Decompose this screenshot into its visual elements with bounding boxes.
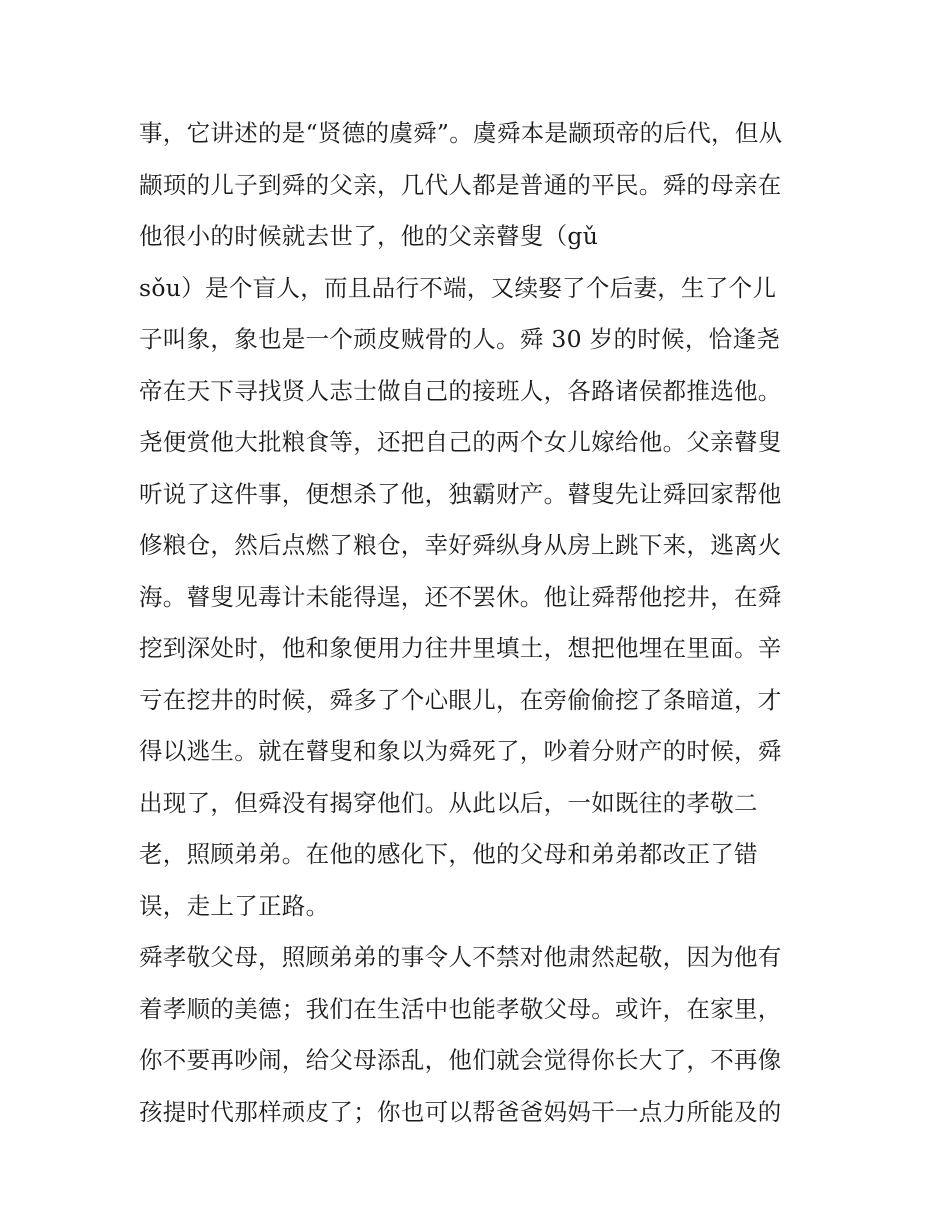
text-line: 听说了这件事，便想杀了他，独霸财产。瞽叟先让舜回家帮他 (139, 479, 782, 508)
text-line: 舜孝敬父母，照顾弟弟的事令人不禁对他肃然起敬，因为他有 (139, 943, 782, 971)
text-line: 子叫象，象也是一个顽皮贼骨的人。舜 30 岁的时候，恰逢尧 (139, 325, 781, 353)
text-line: 颛顼的儿子到舜的父亲，几代人都是普通的平民。舜的母亲在 (139, 170, 782, 199)
body-text (139, 108, 819, 1138)
text-line: sǒu）是个盲人，而且品行不端，又续娶了个后妻，生了个儿 (139, 273, 777, 302)
text-line: 帝在天下寻找贤人志士做自己的接班人，各路诸侯都推选他。 (139, 376, 782, 405)
text-line: 误，走上了正路。 (139, 891, 330, 920)
text-line: 尧便赏他大批粮食等，还把自己的两个女儿嫁给他。父亲瞽叟 (139, 428, 782, 456)
text-line: 海。瞽叟见毒计未能得逞，还不罢休。他让舜帮他挖井，在舜 (139, 582, 782, 611)
text-line: 出现了，但舜没有揭穿他们。从此以后，一如既往的孝敬二 (139, 788, 758, 817)
text-line: 孩提时代那样顽皮了；你也可以帮爸爸妈妈干一点力所能及的 (139, 1097, 782, 1126)
text-line: 着孝顺的美德；我们在生活中也能孝敬父母。或许，在家里， (139, 994, 782, 1023)
text-line: 事，它讲述的是“贤德的虞舜”。虞舜本是颛顼帝的后代，但从 (139, 119, 783, 147)
text-line: 他很小的时候就去世了，他的父亲瞽叟（gǔ (139, 222, 599, 250)
text-line: 你不要再吵闹，给父母添乱，他们就会觉得你长大了，不再像 (139, 1046, 782, 1074)
text-line: 修粮仓，然后点燃了粮仓，幸好舜纵身从房上跳下来，逃离火 (139, 531, 782, 559)
text-line: 老，照顾弟弟。在他的感化下，他的父母和弟弟都改正了错 (139, 840, 758, 868)
text-line: 得以逃生。就在瞽叟和象以为舜死了，吵着分财产的时候，舜 (139, 737, 782, 765)
text-line: 亏在挖井的时候，舜多了个心眼儿，在旁偷偷挖了条暗道，才 (139, 685, 782, 714)
text-line: 挖到深处时，他和象便用力往井里填土，想把他埋在里面。辛 (139, 634, 782, 662)
